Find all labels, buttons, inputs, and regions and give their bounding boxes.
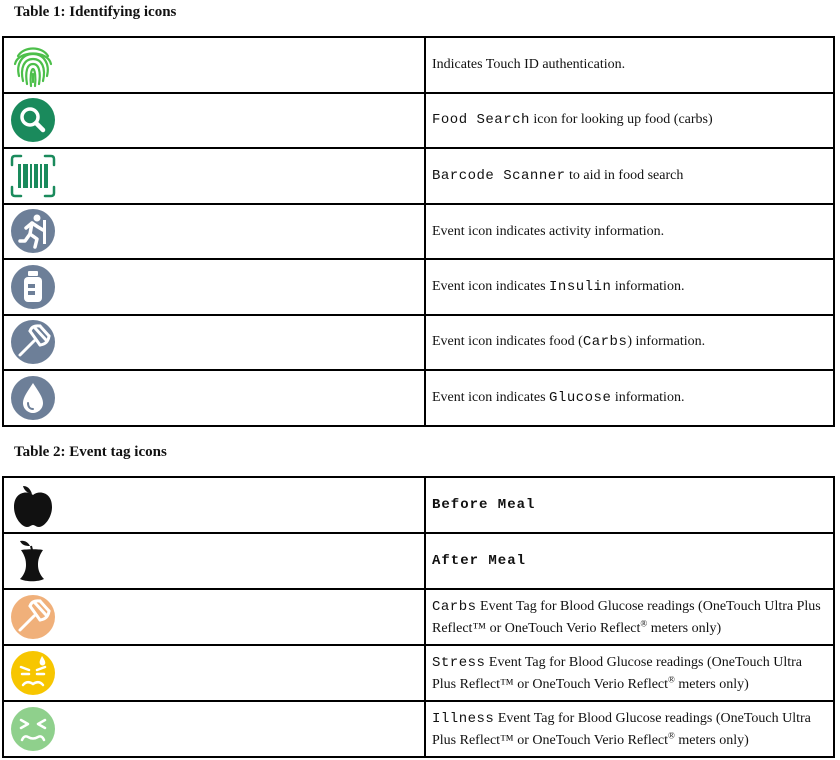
table-row <box>3 370 834 426</box>
registered-mark: ® <box>668 729 675 740</box>
insulin-label: Insulin <box>549 278 612 295</box>
table-row <box>3 204 834 260</box>
search-icon <box>10 97 56 143</box>
barcode-scanner-label: Barcode Scanner <box>432 167 566 184</box>
icon-cell <box>3 477 425 533</box>
description-cell <box>425 259 834 315</box>
carbs-tag-icon <box>10 594 56 640</box>
stress-tag-label: Stress <box>432 654 486 671</box>
description-text: meters only) <box>674 676 749 692</box>
description-text: icon for looking up food (carbs) <box>529 112 713 128</box>
activity-icon <box>10 208 56 254</box>
description-cell <box>425 370 834 426</box>
illness-tag-label: Illness <box>432 710 495 727</box>
description-text: to aid in food search <box>565 167 684 183</box>
description-text: meters only) <box>674 732 749 748</box>
table-1-caption: Table 1: Identifying icons <box>14 4 177 20</box>
icon-cell <box>3 259 425 315</box>
after-meal-label: After Meal <box>432 553 527 569</box>
description-cell <box>425 645 834 701</box>
stress-tag-icon <box>10 650 56 696</box>
description-text: Event Tag for Blood Glucose readings (OneTouch Ultra Plus Reflect™ or OneTouch Verio Reflect <box>432 654 803 692</box>
identifying-icons-table <box>2 36 835 427</box>
description-text: Event icon indicates <box>432 278 550 294</box>
insulin-icon <box>10 264 56 310</box>
description-cell <box>425 533 834 589</box>
after-meal-apple-core-icon <box>10 538 56 584</box>
description-text: Event icon indicates activity information. <box>432 223 665 239</box>
description-text: Event icon indicates <box>432 389 550 405</box>
table-row <box>3 477 834 533</box>
description-cell <box>425 477 834 533</box>
table-row <box>3 645 834 701</box>
glucose-drop-icon <box>10 375 56 421</box>
description-text: Event Tag for Blood Glucose readings (OneTouch Ultra Plus Reflect™ or OneTouch Verio Reflect <box>432 710 811 748</box>
barcode-scanner-icon <box>10 153 56 199</box>
event-tag-icons-table <box>2 476 835 758</box>
table-row <box>3 315 834 371</box>
table-row <box>3 37 834 93</box>
table-row <box>3 589 834 645</box>
icon-cell <box>3 370 425 426</box>
description-cell <box>425 93 834 149</box>
icon-cell <box>3 204 425 260</box>
fingerprint-icon <box>10 42 56 88</box>
icon-cell <box>3 148 425 204</box>
description-cell <box>425 315 834 371</box>
food-search-label: Food Search <box>432 112 530 129</box>
icon-cell <box>3 701 425 757</box>
before-meal-label: Before Meal <box>432 497 536 513</box>
illness-tag-icon <box>10 706 56 752</box>
description-cell <box>425 148 834 204</box>
description-text: information. <box>611 278 685 294</box>
description-text: ) information. <box>627 334 706 350</box>
table-2-caption: Table 2: Event tag icons <box>14 444 167 460</box>
food-carbs-icon <box>10 319 56 365</box>
table-row <box>3 259 834 315</box>
description-text: Indicates Touch ID authentication. <box>432 57 626 73</box>
description-text: Event icon indicates food ( <box>432 334 583 350</box>
carbs-label: Carbs <box>582 334 628 351</box>
description-text: meters only) <box>647 620 722 636</box>
table-row <box>3 533 834 589</box>
description-cell <box>425 37 834 93</box>
registered-mark: ® <box>640 617 648 628</box>
table-row <box>3 148 834 204</box>
registered-mark: ® <box>668 673 675 684</box>
description-text: Event Tag for Blood Glucose readings (OneTouch Ultra Plus Reflect™ or OneTouch Verio Reflect <box>432 598 821 636</box>
icon-cell <box>3 645 425 701</box>
description-cell <box>425 204 834 260</box>
icon-cell <box>3 533 425 589</box>
glucose-label: Glucose <box>549 389 612 406</box>
icon-cell <box>3 93 425 149</box>
table-row <box>3 93 834 149</box>
table-row <box>3 701 834 757</box>
icon-cell <box>3 37 425 93</box>
carbs-tag-label: Carbs <box>432 598 477 615</box>
icon-cell <box>3 315 425 371</box>
before-meal-apple-icon <box>10 482 56 528</box>
description-cell <box>425 589 834 645</box>
icon-cell <box>3 589 425 645</box>
description-text: information. <box>611 389 685 405</box>
description-cell <box>425 701 834 757</box>
